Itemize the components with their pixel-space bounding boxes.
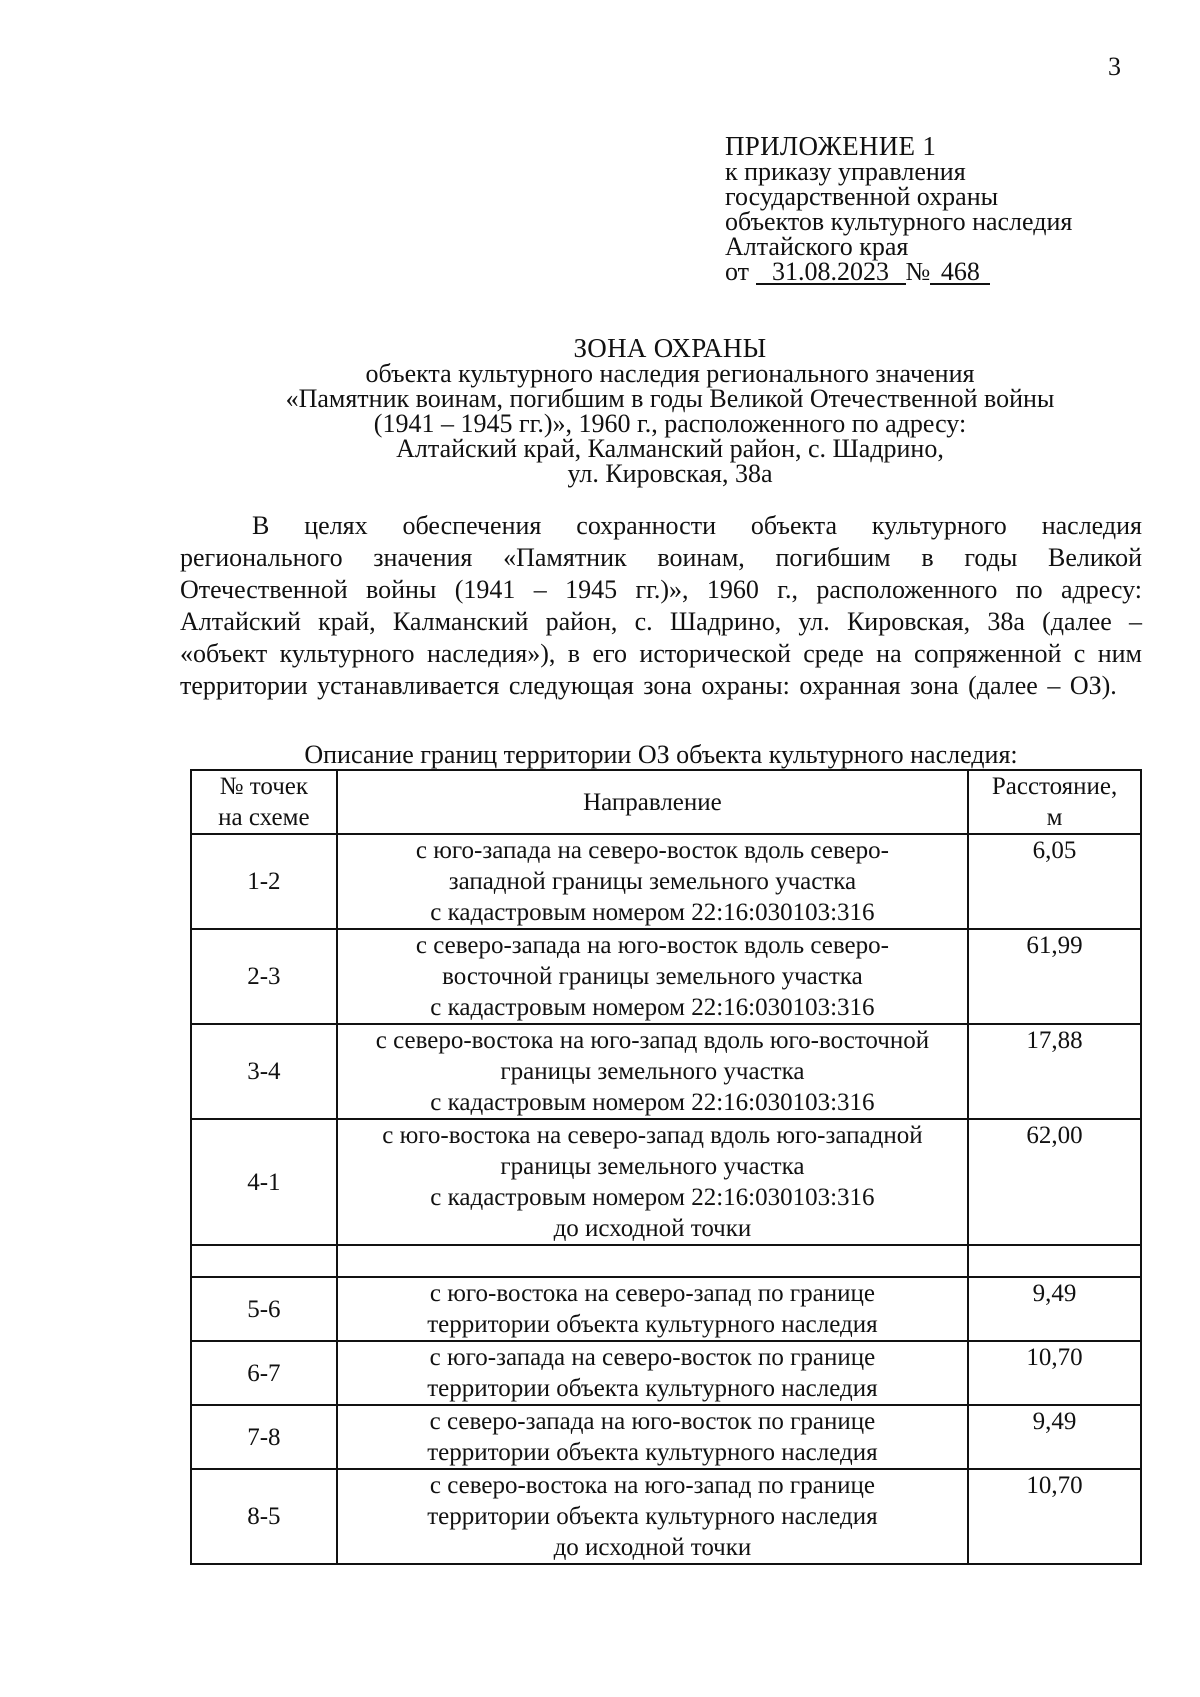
intro-paragraph: В целях обеспечения сохранности объекта культурного наследия регионального значения «Памятник воинам, погибшим в годы Великой Отечественной войны (1941 – 1945 гг.)», 1960 г., расположенного по адресу: Алтайский край, Калманский район, с. Шадрино, ул. Кировская, 38а (далее – «объект культурного наследия»), в его исторической среде на сопряженной с ним территории устанавливается следующая зона охраны: охранная зона (далее – ОЗ). [180,511,1142,700]
direction-line: с юго-запада на северо-восток вдоль северо- [415,837,889,864]
direction-line: с юго-запада на северо-восток по границе [429,1344,876,1371]
direction-line: с северо-запада на юго-восток вдоль северо- [415,932,889,959]
table-body [191,834,1141,1564]
cell-points: 8-5 [191,1469,337,1564]
appendix-line: к приказу управления [725,157,966,186]
cell-direction [337,1024,968,1119]
table-row [191,1469,1141,1564]
header-distance [968,770,1141,834]
cell-direction [337,1341,968,1405]
cell-points [191,1245,337,1277]
appendix-block [725,131,1073,286]
table-row [191,834,1141,929]
cell-distance: 10,70 [968,1341,1141,1405]
direction-line: с северо-востока на юго-запад вдоль юго-восточной [375,1027,930,1054]
direction-line: территории объекта культурного наследия [427,1311,878,1338]
cell-points: 3-4 [191,1024,337,1119]
cell-points: 4-1 [191,1119,337,1245]
cell-distance: 9,49 [968,1405,1141,1469]
direction-line: границы земельного участка [500,1058,805,1085]
cell-distance [968,1245,1141,1277]
cell-distance: 61,99 [968,929,1141,1024]
header-direction: Направление [337,770,968,834]
cell-distance: 62,00 [968,1119,1141,1245]
cell-points: 1-2 [191,834,337,929]
intro-block [180,510,1142,702]
zone-title-line: Алтайский край, Калманский район, с. Шадрино, [396,434,944,463]
cell-distance: 9,49 [968,1277,1141,1341]
table-row [191,1277,1141,1341]
direction-line: с юго-востока на северо-запад по границе [429,1280,875,1307]
header-points [191,770,337,834]
header-distance-line: Расстояние, [991,773,1118,800]
appendix-line: Алтайского края [725,232,909,261]
number-sign: № [905,257,931,286]
order-number: 468 [930,261,990,285]
date-prefix: от [725,257,750,286]
direction-line: территории объекта культурного наследия [427,1439,878,1466]
zone-title-line: ул. Кировская, 38а [567,459,773,488]
table-row [191,1405,1141,1469]
cell-points: 7-8 [191,1405,337,1469]
cell-distance: 17,88 [968,1024,1141,1119]
direction-line: до исходной точки [553,1215,752,1242]
direction-line: западной границы земельного участка [448,868,857,895]
direction-line: границы земельного участка [500,1153,805,1180]
direction-line: восточной границы земельного участка [442,963,863,990]
cell-distance: 10,70 [968,1469,1141,1564]
cell-direction [337,834,968,929]
boundary-table [190,769,1142,1565]
direction-line: с кадастровым номером 22:16:030103:316 [430,994,875,1021]
direction-line: территории объекта культурного наследия [427,1503,878,1530]
cell-points: 2-3 [191,929,337,1024]
page-number: 3 [1108,52,1121,81]
zone-title-block [180,333,1160,488]
direction-line: с кадастровым номером 22:16:030103:316 [430,899,875,926]
table-row [191,1024,1141,1119]
appendix-line: государственной охраны [725,182,999,211]
cell-distance: 6,05 [968,834,1141,929]
zone-title-line: (1941 – 1945 гг.)», 1960 г., расположенного по адресу: [373,409,967,438]
direction-line: с юго-востока на северо-запад вдоль юго-западной [382,1122,923,1149]
header-points-line: на схеме [218,804,310,831]
zone-title-line: «Памятник воинам, погибшим в годы Великой Отечественной войны [285,384,1055,413]
cell-direction [337,1245,968,1277]
table-row [191,1119,1141,1245]
direction-line: с кадастровым номером 22:16:030103:316 [430,1089,875,1116]
appendix-line: объектов культурного наследия [725,207,1073,236]
order-date: 31.08.2023 [756,261,906,285]
direction-line: с северо-востока на юго-запад по границе [429,1472,875,1499]
cell-direction [337,1405,968,1469]
cell-points: 6-7 [191,1341,337,1405]
appendix-heading: ПРИЛОЖЕНИЕ 1 [725,131,937,161]
table-caption: Описание границ территории ОЗ объекта культурного наследия: [304,740,1018,769]
cell-direction [337,1277,968,1341]
direction-line: территории объекта культурного наследия [427,1375,878,1402]
table-row [191,929,1141,1024]
appendix-date-line [725,259,1072,285]
direction-line: с кадастровым номером 22:16:030103:316 [430,1184,875,1211]
zone-title-line: объекта культурного наследия регионального значения [365,359,975,388]
table-header-row [191,770,1141,834]
table-row [191,1245,1141,1277]
direction-line: до исходной точки [553,1534,752,1561]
cell-direction [337,929,968,1024]
zone-title: ЗОНА ОХРАНЫ [573,333,767,363]
header-distance-line: м [1046,804,1063,831]
header-points-line: № точек [219,773,309,800]
cell-points: 5-6 [191,1277,337,1341]
cell-direction [337,1119,968,1245]
cell-direction [337,1469,968,1564]
table-row [191,1341,1141,1405]
direction-line: с северо-запада на юго-восток по границе [429,1408,876,1435]
